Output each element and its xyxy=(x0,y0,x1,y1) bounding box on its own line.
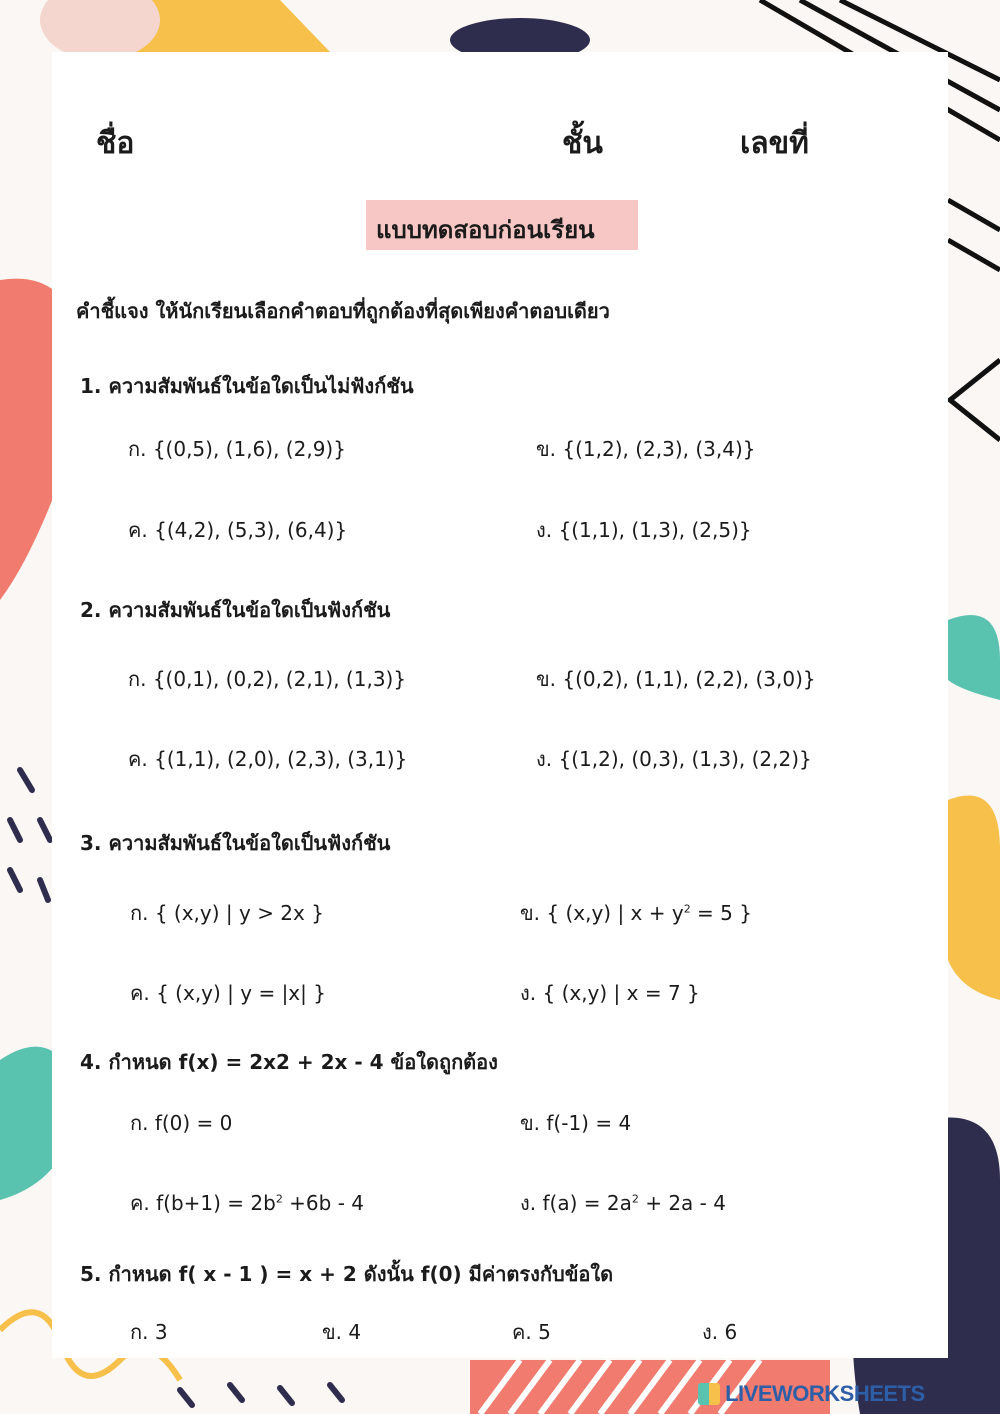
q4-option-b[interactable]: ข. f(-1) = 4 xyxy=(520,1111,632,1135)
q1-option-c[interactable]: ค. {(4,2), (5,3), (6,4)} xyxy=(128,518,348,542)
logo-text-worksheets: WORKSHEETS xyxy=(772,1381,925,1406)
q2-option-c[interactable]: ค. {(1,1), (2,0), (2,3), (3,1)} xyxy=(128,747,408,771)
q4-option-d-rest: + 2a - 4 xyxy=(638,1191,726,1215)
q4-option-c-exponent: 2 xyxy=(275,1192,283,1206)
q4-option-d-main: ง. f(a) = 2a xyxy=(520,1191,632,1215)
q4-option-c-rest: +6b - 4 xyxy=(282,1191,365,1215)
q4-option-a[interactable]: ก. f(0) = 0 xyxy=(130,1111,233,1135)
q1-option-a[interactable]: ก. {(0,5), (1,6), (2,9)} xyxy=(128,437,346,461)
question-3: 3. ความสัมพันธ์ในข้อใดเป็นฟังก์ชัน xyxy=(80,831,391,855)
q3-option-c[interactable]: ค. { (x,y) | y = |x| } xyxy=(130,981,326,1005)
q3-option-d[interactable]: ง. { (x,y) | x = 7 } xyxy=(520,981,700,1005)
q3-option-b-exponent: 2 xyxy=(683,902,691,916)
logo-icon xyxy=(698,1383,720,1405)
q4-option-d[interactable] xyxy=(520,1187,726,1219)
q5-option-b[interactable]: ข. 4 xyxy=(322,1320,362,1344)
q4-option-c[interactable] xyxy=(130,1187,364,1219)
q3-option-b-main: ข. { (x,y) | x + y xyxy=(520,901,684,925)
q3-option-b-rest: = 5 } xyxy=(690,901,752,925)
worksheet-title: แบบทดสอบก่อนเรียน xyxy=(376,216,595,244)
q2-option-a[interactable]: ก. {(0,1), (0,2), (2,1), (1,3)} xyxy=(128,667,407,691)
q4-option-c-main: ค. f(b+1) = 2b xyxy=(130,1191,276,1215)
q2-option-b[interactable]: ข. {(0,2), (1,1), (2,2), (3,0)} xyxy=(536,667,816,691)
logo-text-live: LIVE xyxy=(725,1381,772,1406)
q1-option-b[interactable]: ข. {(1,2), (2,3), (3,4)} xyxy=(536,437,756,461)
q4-option-d-exponent: 2 xyxy=(631,1192,639,1206)
name-label: ชื่อ xyxy=(96,126,135,161)
question-4: 4. กำหนด f(x) = 2x2 + 2x - 4 ข้อใดถูกต้อง xyxy=(80,1050,498,1074)
q1-option-d[interactable]: ง. {(1,1), (1,3), (2,5)} xyxy=(536,518,752,542)
student-number-label: เลขที่ xyxy=(740,126,809,161)
q3-option-a[interactable]: ก. { (x,y) | y > 2x } xyxy=(130,901,324,925)
class-label: ชั้น xyxy=(562,126,603,161)
q5-option-c[interactable]: ค. 5 xyxy=(512,1320,551,1344)
q5-option-a[interactable]: ก. 3 xyxy=(130,1320,168,1344)
q2-option-d[interactable]: ง. {(1,2), (0,3), (1,3), (2,2)} xyxy=(536,747,812,771)
question-5: 5. กำหนด f( x - 1 ) = x + 2 ดังนั้น f(0) มีค่าตรงกับข้อใด xyxy=(80,1262,614,1286)
liveworksheets-logo xyxy=(698,1381,925,1407)
question-1: 1. ความสัมพันธ์ในข้อใดเป็นไม่ฟังก์ชัน xyxy=(80,374,414,398)
instructions: คำชี้แจง ให้นักเรียนเลือกคำตอบที่ถูกต้องที่สุดเพียงคำตอบเดียว xyxy=(76,299,610,323)
q5-option-d[interactable]: ง. 6 xyxy=(702,1320,738,1344)
q3-option-b[interactable] xyxy=(520,897,752,929)
question-2: 2. ความสัมพันธ์ในข้อใดเป็นฟังก์ชัน xyxy=(80,598,391,622)
